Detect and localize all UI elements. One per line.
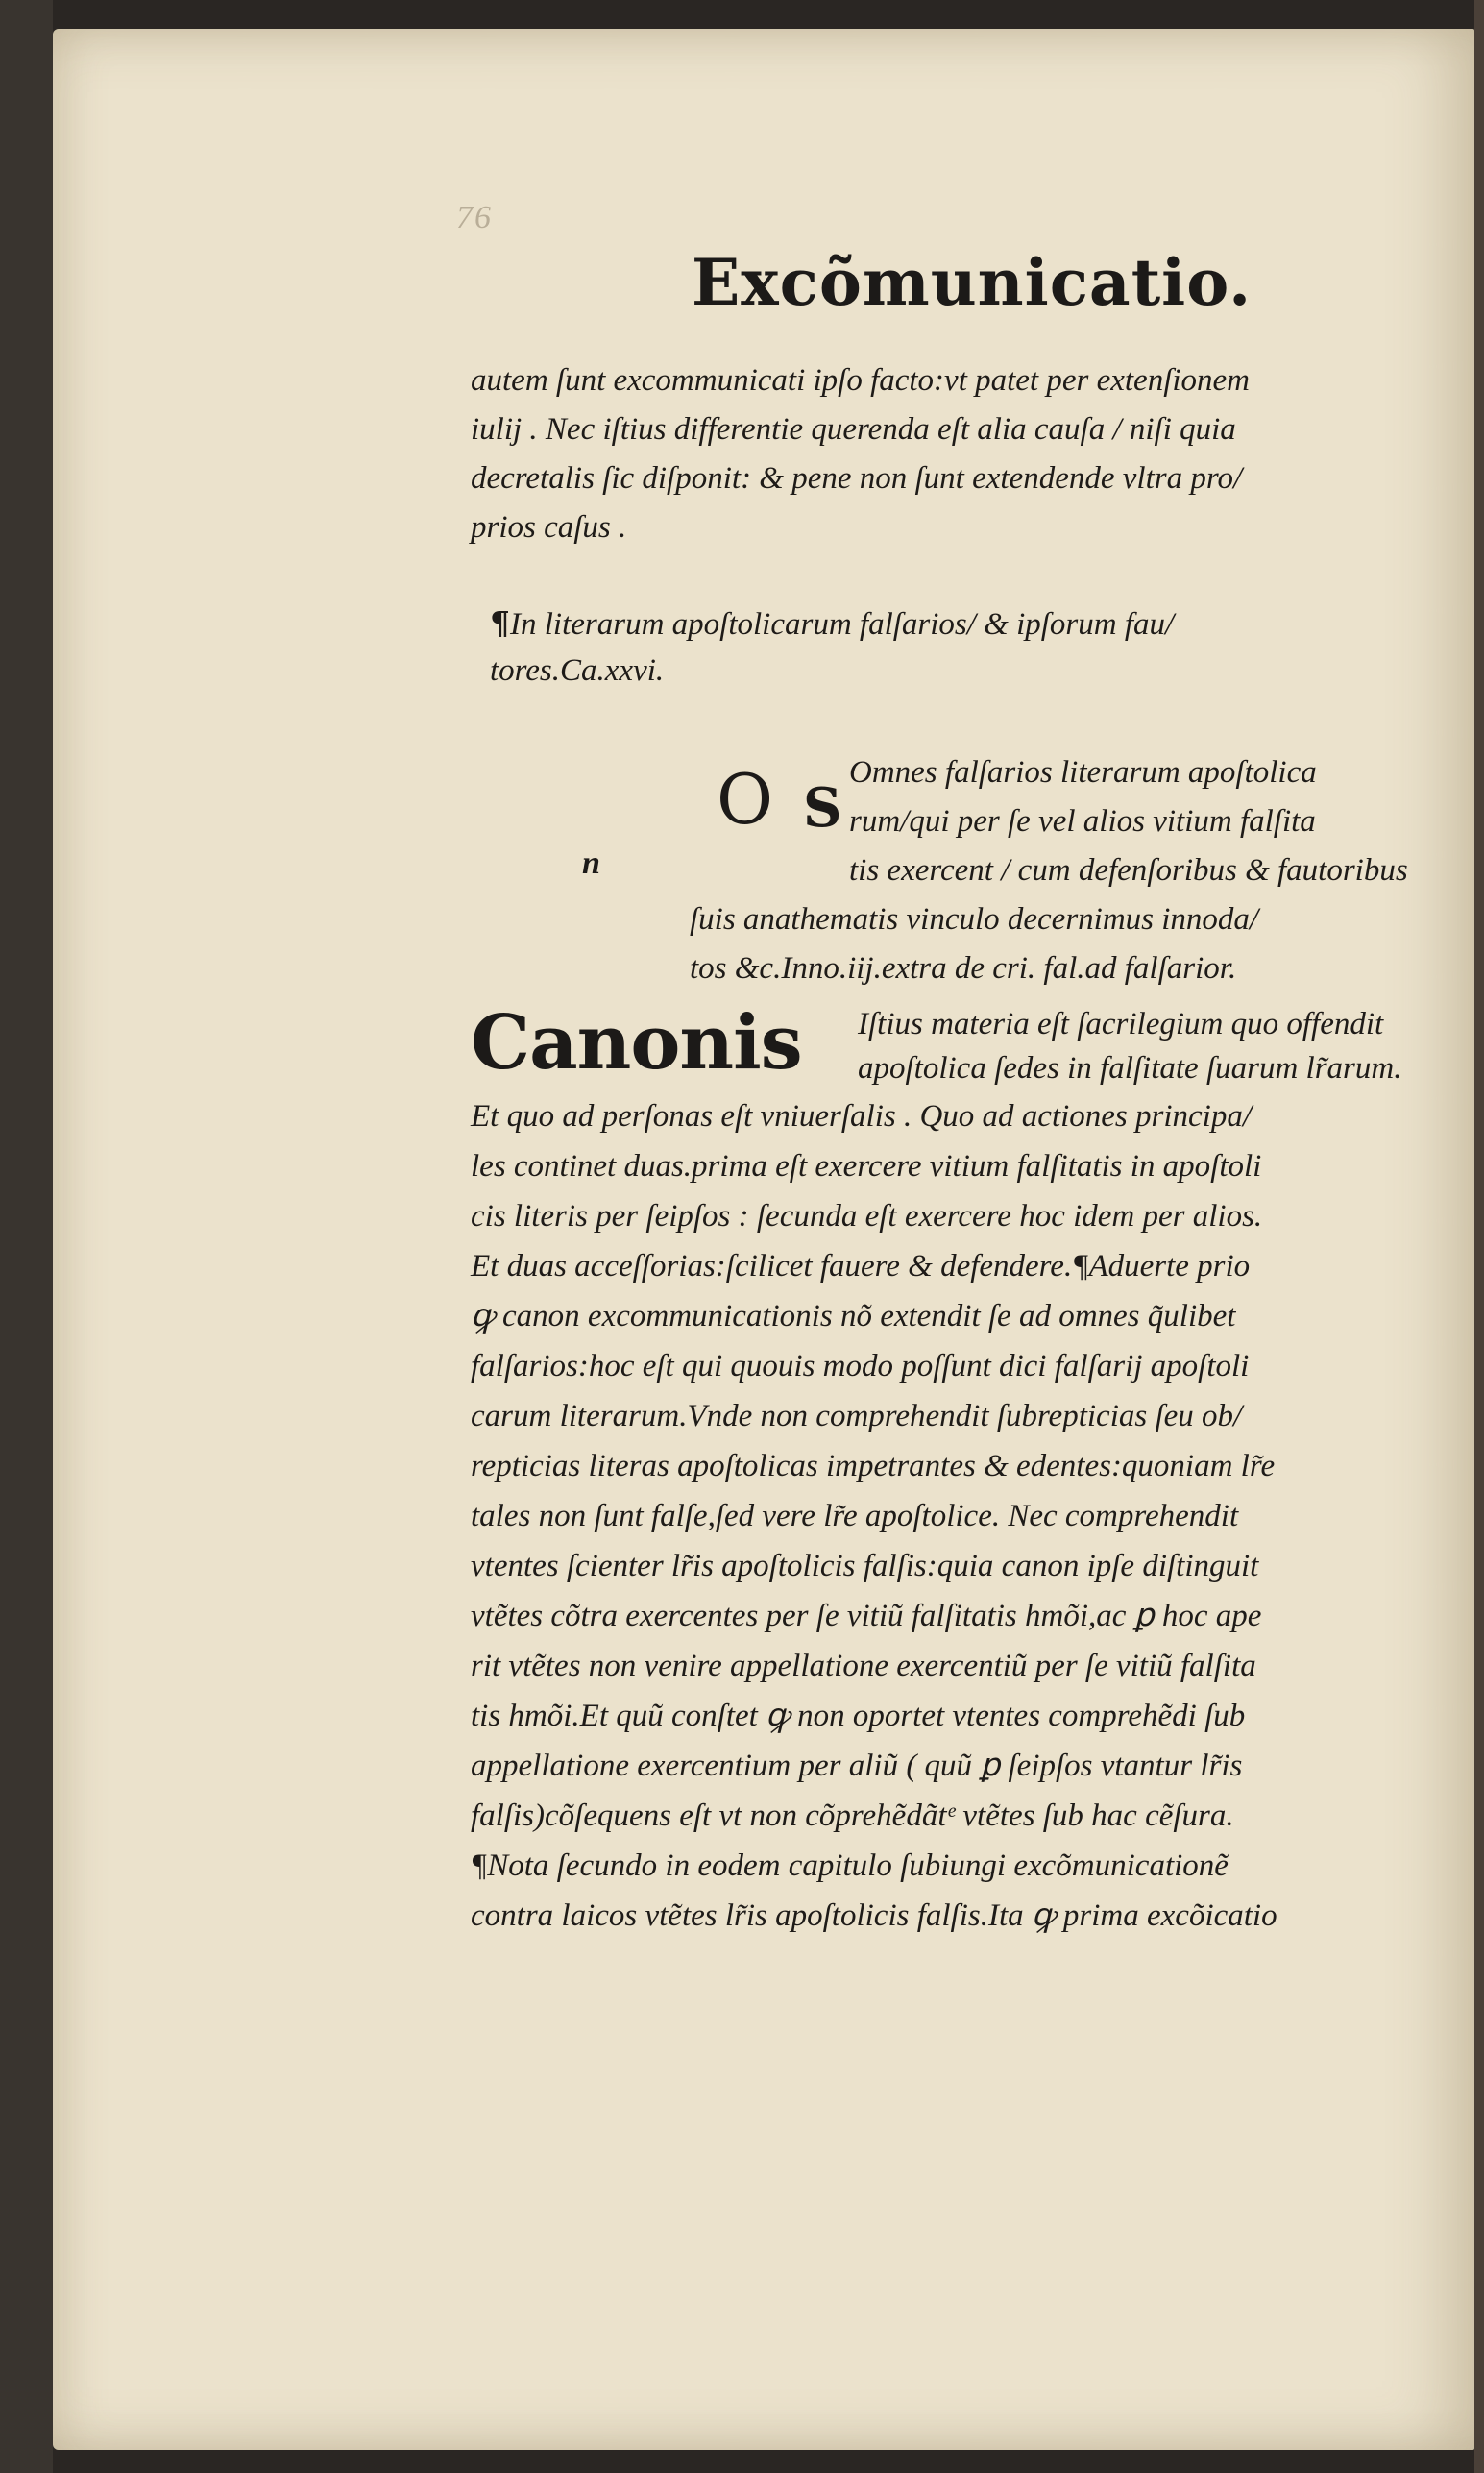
- text-line: falſarios:hoc eſt qui quouis modo poſſunt dici falſarij apoſtoli: [471, 1349, 1250, 1383]
- text-line: carum literarum.Vnde non comprehendit ſubrepticias ſeu ob/: [471, 1399, 1243, 1433]
- text-line: rum/qui per ſe vel alios vitium falſita: [849, 804, 1316, 839]
- text-line: autem ſunt excommunicati ipſo facto:vt patet per extenſionem: [471, 363, 1251, 398]
- text-line: tos &c.Inno.iij.extra de cri. fal.ad falſarior.: [690, 951, 1237, 986]
- text-line: falſis)cõſequens eſt vt non cõprehẽdãtᵉ vtẽtes ſub hac cẽſura.: [471, 1799, 1234, 1833]
- text-line: vtentes ſcienter lr̃is apoſtolicis falſis:quia canon ipſe diſtinguit: [471, 1549, 1259, 1583]
- text-line: tales non ſunt falſe,ſed vere lr̃e apoſtolice. Nec comprehendit: [471, 1499, 1239, 1533]
- heading-line: In literarum apoſtolicarum falſarios/ & ipſorum fau/: [510, 607, 1175, 642]
- running-head: Excõmunicatio.: [692, 245, 1253, 320]
- text-line: decretalis ſic diſponit: & pene non ſunt extendende vltra pro/: [471, 461, 1243, 496]
- text-line: ſuis anathematis vinculo decernimus innoda/: [690, 902, 1259, 937]
- text-line: ꝙ canon excommunicationis nõ extendit ſe ad omnes q̃ulibet: [471, 1299, 1236, 1334]
- chapter-heading: [490, 604, 1175, 703]
- text-line: apoſtolica ſedes in falſitate ſuarum lr̃arum.: [858, 1051, 1402, 1086]
- decorated-initial: O: [717, 759, 774, 840]
- text-line: prios caſus .: [471, 510, 627, 545]
- text-line: iulij . Nec iſtius differentie querenda eſt alia cauſa / niſi quia: [471, 412, 1236, 447]
- text-line: Omnes falſarios literarum apoſtolica: [849, 755, 1317, 790]
- commentary-title: Canonis: [471, 999, 802, 1087]
- text-line: vtẽtes cõtra exercentes per ſe vitiũ falſitatis hmõi,ac ꝑ hoc ape: [471, 1599, 1262, 1633]
- text-line: tis hmõi.Et quũ conſtet ꝙ non oportet vtentes comprehẽdi ſub: [471, 1699, 1246, 1733]
- pilcrow-mark: ¶: [490, 604, 510, 642]
- text-line: Iſtius materia eſt ſacrilegium quo offendit: [858, 1007, 1384, 1041]
- guide-letter: n: [582, 845, 600, 881]
- text-line: les continet duas.prima eſt exercere vitium falſitatis in apoſtoli: [471, 1149, 1262, 1184]
- text-line: rit vtẽtes non venire appellatione exercentiũ per ſe vitiũ falſita: [471, 1649, 1256, 1683]
- scan-background-right: [1474, 0, 1484, 2473]
- commentary-opening: [858, 1009, 1401, 1097]
- initial-second-letter: S: [803, 776, 842, 840]
- commentary-body: [471, 1101, 1277, 1950]
- text-line: cis literis per ſeipſos : ſecunda eſt exercere hoc idem per alios.: [471, 1199, 1263, 1234]
- text-line: tis exercent / cum defenſoribus & fautoribus: [849, 853, 1408, 888]
- scan-background-left: [0, 0, 53, 2473]
- folio-number: 76: [456, 200, 493, 235]
- text-line: repticias literas apoſtolicas impetrantes & edentes:quoniam lr̃e: [471, 1449, 1276, 1483]
- text-line: Et duas acceſſorias:ſcilicet fauere & defendere.¶Aduerte prio: [471, 1249, 1251, 1284]
- paragraph-continuation: [471, 365, 1250, 561]
- text-line: contra laicos vtẽtes lr̃is apoſtolicis falſis.Ita ꝙ prima excõicatio: [471, 1898, 1277, 1933]
- canon-text: [690, 755, 1408, 1002]
- text-line: Et quo ad perſonas eſt vniuerſalis . Quo ad actiones principa/: [471, 1099, 1253, 1134]
- text-line: ¶Nota ſecundo in eodem capitulo ſubiungi excõmunicationẽ: [471, 1849, 1229, 1883]
- heading-line: tores.Ca.xxvi.: [490, 653, 665, 688]
- text-line: appellatione exercentium per aliũ ( quũ ꝑ ſeipſos vtantur lr̃is: [471, 1749, 1243, 1783]
